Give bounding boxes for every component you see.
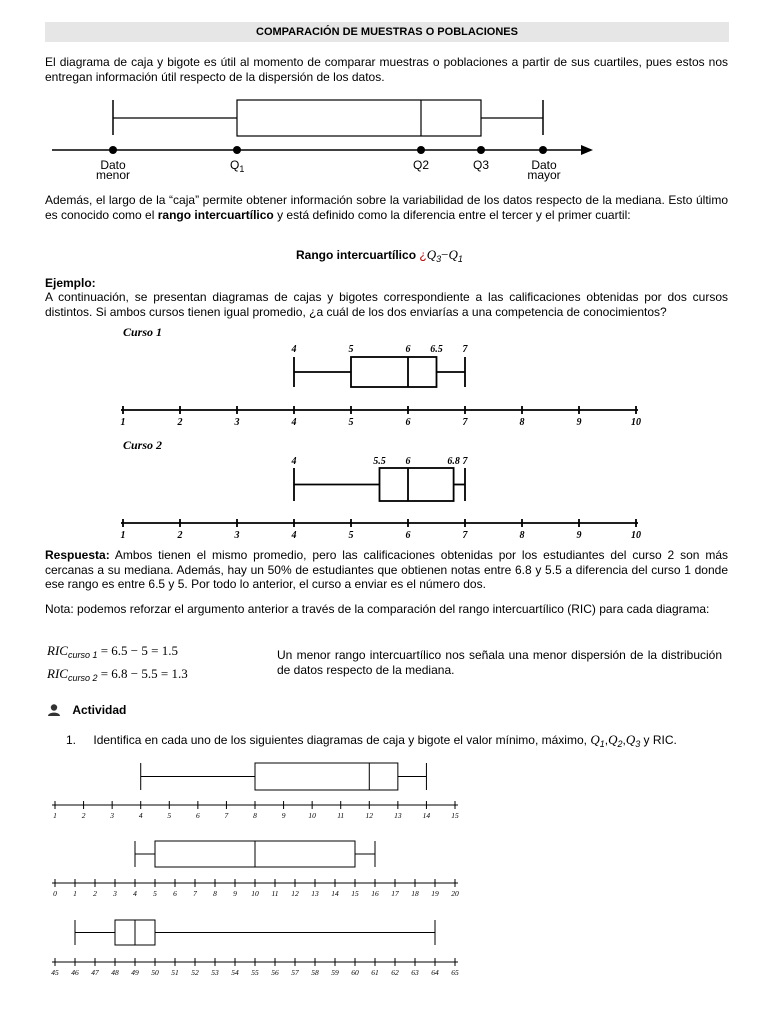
tick-label: 1 [53,811,57,820]
tick-label: 1 [73,889,77,898]
tick-label: 1 [120,417,126,428]
chart-curso-1-labels [291,344,469,355]
iqr-paragraph: Además, el largo de la “caja” permite obtener información sobre la variabilidad de los datos respecto de la mediana. Esto último es conocido como el rango intercuartílico y está definido como la diferencia entre el tercer y el primer cuartil: [45,193,728,222]
chart-curso-2-axis [121,519,642,541]
chart-curso-1-box [294,357,465,387]
tick-label: 55 [251,968,259,977]
activity-chart-1-axis [52,801,459,820]
label-q1: $Q_1$ [230,158,245,174]
value-label: 5.5 [373,456,386,467]
tick-label: 9 [281,811,286,820]
tick-label: 65 [451,968,459,977]
tick-label: 11 [337,811,345,820]
curso-2-title: Curso 2 [123,438,163,452]
tick-label: 10 [631,530,641,541]
tick-label: 0 [53,889,57,898]
iqr-formula: Rango intercuartílico ¿$Q_3-Q_1$ [296,247,463,264]
intro-paragraph: El diagrama de caja y bigote es útil al momento de comparar muestras o poblaciones a partir de sus cuartiles, pues estos nos entregan información útil respecto de la dispersión de los datos. [45,55,728,84]
tick-label: 58 [311,968,319,977]
tick-label: 8 [213,889,217,898]
tick-label: 12 [291,889,299,898]
activity-chart-3-box [75,920,435,945]
tick-label: 2 [93,889,97,898]
tick-label: 8 [253,811,257,820]
tick-label: 6 [405,417,411,428]
label-min-line2: menor [95,168,131,182]
tick-label: 18 [411,889,419,898]
tick-label: 7 [224,811,229,820]
value-label: 6 [405,456,411,467]
activity-chart-1 [0,758,768,823]
activity-chart-2-axis [52,879,459,898]
tick-label: 1 [120,530,126,541]
main-point-q1 [233,146,241,154]
tick-label: 14 [422,811,431,820]
chart-curso-2-box [294,468,465,501]
page-title: COMPARACIÓN DE MUESTRAS O POBLACIONES [45,22,729,42]
value-label: 5 [348,344,354,355]
tick-label: 16 [371,889,379,898]
tick-label: 49 [131,968,139,977]
ric-curso-1: $RIC_{curso 1} = 6.5 - 5 = 1.5$ [47,643,178,660]
label-max-line1: Dato [531,158,557,172]
main-box [237,100,481,136]
tick-label: 4 [291,417,297,428]
tick-label: 2 [177,530,183,541]
tick-label: 11 [271,889,279,898]
tick-label: 46 [71,968,79,977]
activity-chart-2 [0,836,768,901]
value-label: 4 [291,456,297,467]
value-label: 6.8 [447,456,460,467]
tick-label: 19 [431,889,439,898]
tick-label: 10 [251,889,259,898]
tick-label: 12 [365,811,374,820]
tick-label: 13 [311,889,319,898]
curso-1-title: Curso 1 [123,325,163,339]
tick-label: 63 [411,968,419,977]
tick-label: 10 [308,811,316,820]
main-point-q3 [477,146,485,154]
tick-label: 52 [191,968,199,977]
answer-paragraph: Respuesta: Ambos tienen el mismo promedio, pero las calificaciones obtenidas por los estudiantes del curso 2 son más cercanas a su mediana. Además, hay un 50% de estudiantes que obtienen notas entre 6.8 y 5.5 a diferencia del curso 1 donde ese rango es entre 6.5 y 5. Por todo lo anterior, el curso a enviar es el número dos. [45,548,728,591]
value-label: 6.5 [430,344,443,355]
tick-label: 2 [81,811,86,820]
chart-curso-1-axis [121,406,642,428]
tick-label: 53 [211,968,219,977]
tick-label: 62 [391,968,399,977]
tick-label: 10 [631,417,641,428]
value-label: 7 [462,344,468,355]
tick-label: 9 [576,417,582,428]
tick-label: 5 [348,417,354,428]
tick-label: 14 [331,889,339,898]
activity-item-1: 1. Identifica en cada uno de los siguientes diagramas de caja y bigote el valor mínimo, máximo, $Q_1,Q_2,Q_3$ y RIC. [66,732,677,749]
main-boxplot-diagram [0,95,768,185]
activity-heading: Actividad [72,703,127,717]
activity-chart-3-axis [51,958,459,977]
tick-label: 3 [110,811,115,820]
tick-label: 9 [576,530,582,541]
tick-label: 17 [391,889,399,898]
tick-label: 3 [234,417,240,428]
label-max-line2: mayor [527,168,561,182]
tick-label: 6 [405,530,411,541]
ric-curso-2: $RIC_{curso 2} = 6.8 - 5.5 = 1.3$ [47,666,188,683]
ric-explanation: Un menor rango intercuartílico nos señala una menor dispersión de la distribución de datos respecto de la mediana. [277,648,722,677]
tick-label: 57 [291,968,299,977]
tick-label: 4 [291,530,297,541]
tick-label: 51 [171,968,179,977]
value-label: 6 [405,344,411,355]
tick-label: 2 [177,417,183,428]
tick-label: 7 [193,889,197,898]
tick-label: 6 [195,811,200,820]
tick-label: 4 [138,811,143,820]
main-point-min [109,146,117,154]
main-point-q2 [417,146,425,154]
label-q3: Q3 [472,158,490,172]
chart-curso-1 [0,340,768,435]
tick-label: 7 [462,530,468,541]
tick-label: 8 [519,417,525,428]
box [380,468,454,501]
value-label: 4 [291,344,297,355]
tick-label: 56 [271,968,279,977]
tick-label: 60 [351,968,359,977]
example-heading: Ejemplo: [45,276,96,290]
example-text: A continuación, se presentan diagramas de cajas y bigotes correspondiente a las calificaciones obtenidas por dos cursos distintos. Si ambos cursos tienen igual promedio, ¿a cuál de los dos enviarías a una competencia de conocimientos? [45,290,728,319]
main-point-max [539,146,547,154]
user-icon [47,704,61,716]
activity-heading-row [47,703,126,717]
tick-label: 6 [173,889,177,898]
tick-label: 50 [151,968,159,977]
tick-label: 47 [91,968,99,977]
tick-label: 3 [113,889,117,898]
tick-label: 15 [351,889,359,898]
chart-curso-2-labels [291,456,469,467]
tick-label: 15 [451,811,459,820]
tick-label: 20 [451,889,459,898]
value-label: 7 [462,456,468,467]
tick-label: 5 [153,889,157,898]
label-q2: Q2 [412,158,430,172]
tick-label: 64 [431,968,439,977]
note-paragraph: Nota: podemos reforzar el argumento anterior a través de la comparación del rango intercuartílico (RIC) para cada diagrama: [45,602,710,616]
tick-label: 13 [394,811,402,820]
tick-label: 5 [167,811,172,820]
activity-chart-1-box [141,763,427,790]
tick-label: 48 [111,968,119,977]
box [351,357,437,387]
tick-label: 45 [51,968,59,977]
tick-label: 54 [231,968,239,977]
tick-label: 8 [519,530,525,541]
activity-chart-2-box [135,841,375,867]
activity-chart-3 [0,915,768,980]
tick-label: 61 [371,968,379,977]
tick-label: 5 [348,530,354,541]
tick-label: 3 [234,530,240,541]
label-min-line1: Dato [100,158,126,172]
main-axis-arrow-icon [581,145,593,155]
box [255,763,398,790]
chart-curso-2 [0,453,768,548]
tick-label: 9 [233,889,237,898]
tick-label: 4 [133,889,137,898]
tick-label: 7 [462,417,468,428]
tick-label: 59 [331,968,339,977]
